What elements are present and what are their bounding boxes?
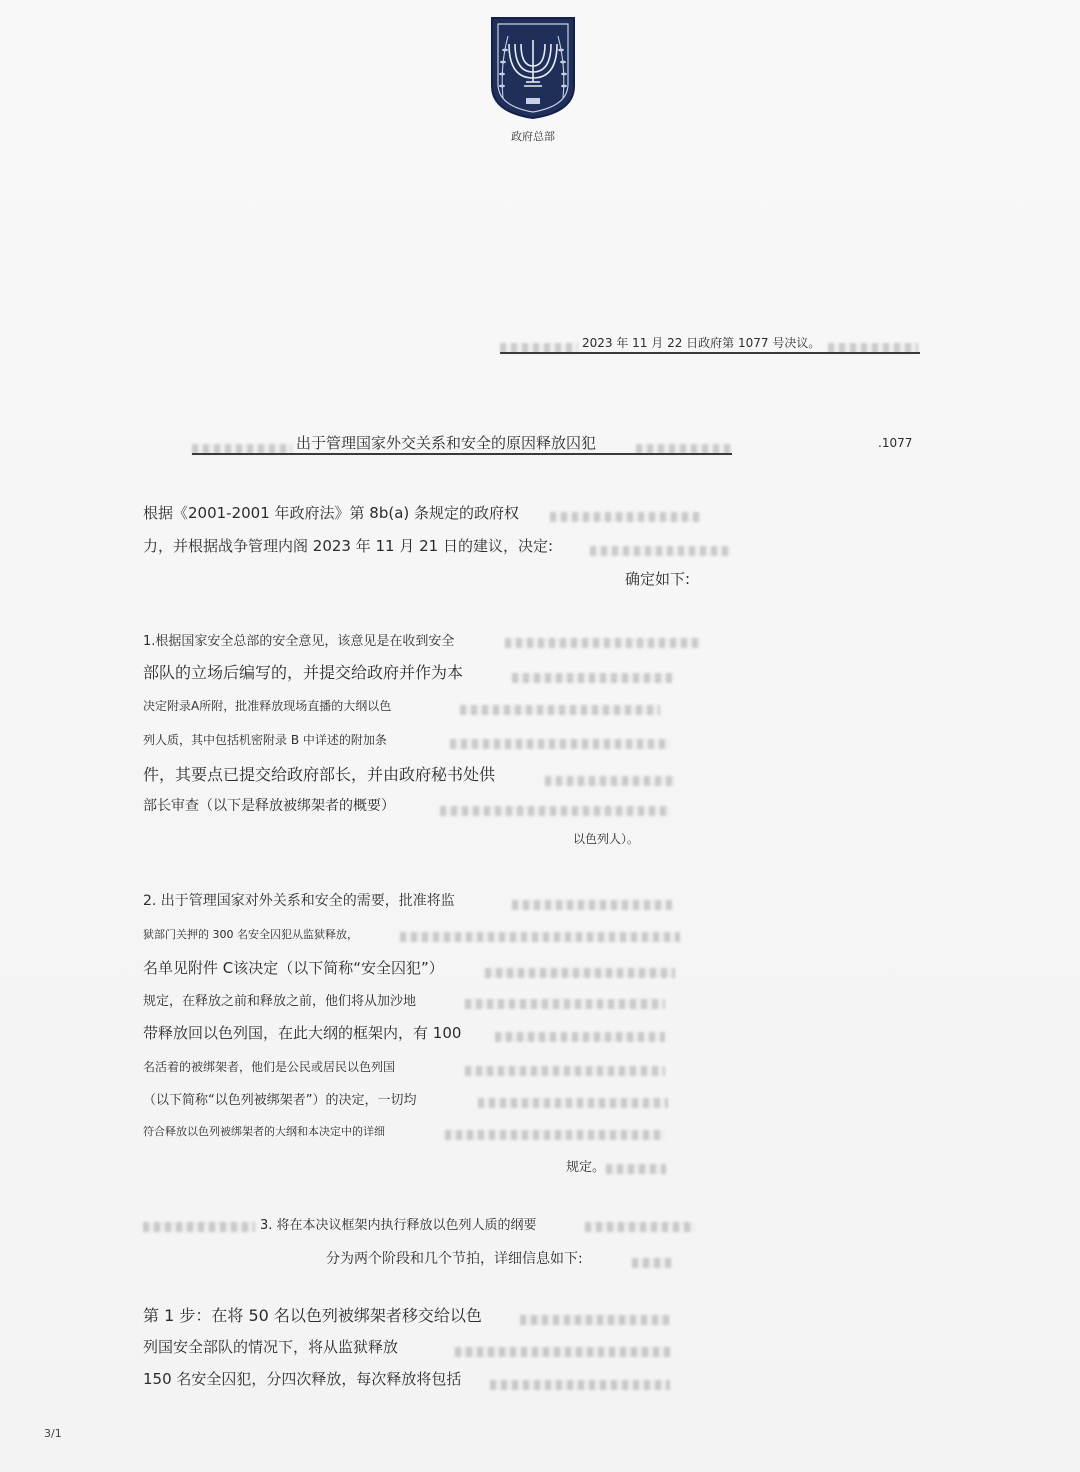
- intro-line-3: 确定如下:: [625, 570, 691, 588]
- redacted-mark: [465, 999, 665, 1009]
- redacted-mark: [545, 776, 675, 786]
- section2-line-6: 名活着的被绑架者，他们是公民或居民以色列国: [143, 1060, 396, 1074]
- section3-line-1: 3. 将在本决议框架内执行释放以色列人质的纲要: [260, 1218, 537, 1233]
- redacted-mark: [143, 1222, 255, 1232]
- section1-line-6: 部长审查（以下是释放被绑架者的概要）: [143, 798, 395, 814]
- section2-line-9: 规定。: [566, 1160, 606, 1175]
- title-number: .1077: [878, 436, 913, 450]
- step1-line-2: 列国安全部队的情况下，将从监狱释放: [143, 1338, 399, 1356]
- page-number: 3/1: [44, 1427, 62, 1440]
- section2-line-3: 名单见附件 C该决定（以下简称“安全囚犯”）: [143, 959, 444, 977]
- redacted-mark: [590, 546, 730, 556]
- section1-line-4: 列人质，其中包括机密附录 B 中详述的附加条: [143, 733, 387, 747]
- redacted-mark: [505, 638, 700, 648]
- redacted-mark: [632, 1258, 672, 1268]
- redacted-mark: [440, 806, 670, 816]
- section2-line-5: 带释放回以色列国，在此大纲的框架内，有 100: [143, 1024, 462, 1042]
- section2-line-8: 符合释放以色列被绑架者的大纲和本决定中的详细: [143, 1125, 385, 1138]
- redacted-mark: [460, 705, 660, 715]
- redacted-mark: [445, 1130, 665, 1140]
- resolution-underline: [500, 352, 920, 354]
- redacted-mark: [478, 1098, 668, 1108]
- section1-line-1: 1.根据国家安全总部的安全意见，该意见是在收到安全: [143, 634, 455, 649]
- section1-line-2: 部队的立场后编写的，并提交给政府并作为本: [143, 663, 464, 682]
- redacted-mark: [450, 739, 670, 749]
- redacted-mark: [400, 932, 680, 942]
- section1-line-3: 决定附录A所附，批准释放现场直播的大纲以色: [143, 699, 392, 713]
- redacted-mark: [520, 1315, 670, 1325]
- redacted-mark: [585, 1222, 695, 1232]
- section2-line-7: （以下简称“以色列被绑架者”）的决定，一切均: [143, 1093, 417, 1108]
- redacted-mark: [550, 512, 700, 522]
- intro-line-1: 根据《2001-2001 年政府法》第 8b(a) 条规定的政府权: [143, 504, 520, 522]
- resolution-line: 2023 年 11 月 22 日政府第 1077 号决议。: [582, 336, 821, 350]
- redacted-mark: [606, 1164, 666, 1174]
- title-underline: [192, 453, 732, 455]
- section2-line-2: 狱部门关押的 300 名安全囚犯从监狱释放，: [143, 928, 358, 941]
- step1-line-3: 150 名安全囚犯，分四次释放，每次释放将包括: [143, 1370, 462, 1388]
- section1-line-5: 件，其要点已提交给政府部长，并由政府秘书处供: [143, 765, 496, 784]
- intro-line-2: 力，并根据战争管理内阁 2023 年 11 月 21 日的建议，决定:: [143, 537, 554, 555]
- step1-line-1: 第 1 步：在将 50 名以色列被绑架者移交给以色: [143, 1306, 482, 1325]
- redacted-mark: [485, 968, 675, 978]
- redacted-mark: [490, 1380, 670, 1390]
- state-emblem-icon: [490, 16, 576, 120]
- redacted-mark: [455, 1347, 670, 1357]
- section2-line-1: 2. 出于管理国家对外关系和安全的需要，批准将监: [143, 893, 455, 909]
- redacted-mark: [512, 900, 672, 910]
- redacted-mark: [512, 673, 672, 683]
- section1-line-7: 以色列人）。: [573, 832, 640, 846]
- redacted-mark: [465, 1066, 665, 1076]
- section3-line-2: 分为两个阶段和几个节拍，详细信息如下:: [326, 1251, 583, 1267]
- emblem-caption: 政府总部: [511, 130, 555, 143]
- page-title: 出于管理国家外交关系和安全的原因释放囚犯: [296, 434, 597, 452]
- redacted-mark: [495, 1032, 665, 1042]
- section2-line-4: 规定，在释放之前和释放之前，他们将从加沙地: [143, 994, 417, 1009]
